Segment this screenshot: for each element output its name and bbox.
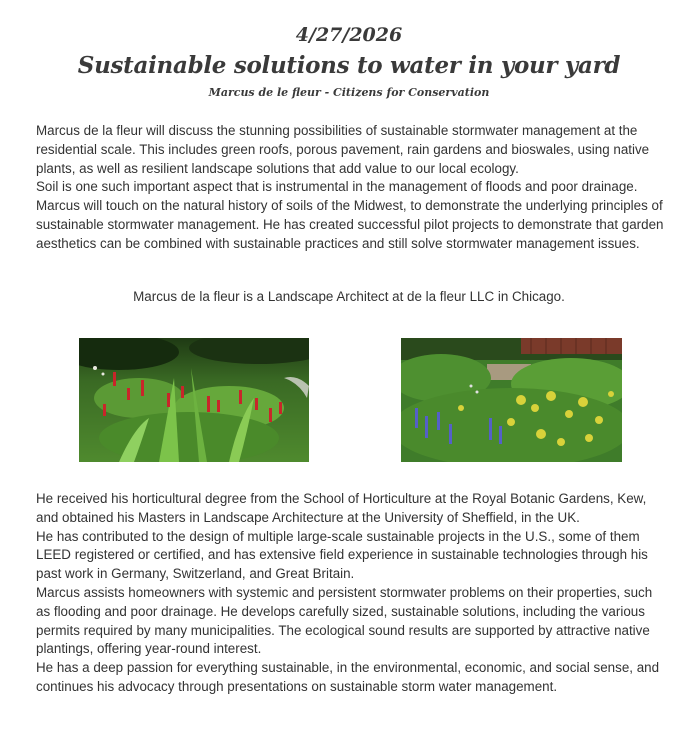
- bio-paragraph: He has a deep passion for everything sustainable, in the environmental, economic, and social sense, and continues his advocacy through presentations on sustainable storm water management.: [36, 660, 660, 694]
- speaker-title-line: Marcus de la fleur is a Landscape Architect at de la fleur LLC in Chicago.: [133, 289, 565, 304]
- bio-text: [36, 490, 666, 697]
- speaker-byline: Marcus de le fleur - Citizens for Conservation: [208, 86, 490, 99]
- bio-paragraph: Marcus assists homeowners with systemic and persistent stormwater problems on their properties, such as flooding and poor drainage. He develops carefully sized, sustainable solutions, including the various permits required by many municipalities. The ecological sound results are supported by attractive native plantings, offering year-round interest.: [36, 584, 653, 657]
- prairie-garden-photo: [401, 338, 622, 462]
- bio-paragraph: He has contributed to the design of multiple large-scale sustainable projects in the U.S., some of them LEED registered or certified, and has extensive field experience in sustainable technologies through his past work in Germany, Switzerland, and Great Britain.: [36, 528, 648, 582]
- intro-text: [36, 122, 666, 254]
- intro-paragraph: Marcus de la fleur will discuss the stunning possibilities of sustainable stormwater management at the residential scale. This includes green roofs, porous pavement, rain gardens and bioswales, using native plants, as well as resilient landscape solutions that add value to our local ecology.: [36, 123, 650, 176]
- event-title: Sustainable solutions to water in your yard: [77, 52, 621, 79]
- intro-paragraph: Soil is one such important aspect that is instrumental in the management of floods and poor drainage. Marcus will touch on the natural history of soils of the Midwest, to demonstrate the underlying principles of sustainable stormwater management. He has created successful pilot projects to demonstrate that garden aesthetics can be combined with sustainable practices and still solve stormwater management issues.: [36, 179, 664, 251]
- bio-paragraph: He received his horticultural degree from the School of Horticulture at the Royal Botanic Gardens, Kew, and obtained his Masters in Landscape Architecture at the University of Sheffield, in the UK.: [36, 491, 647, 525]
- event-date: 4/27/2026: [295, 24, 403, 46]
- rain-garden-photo: [79, 338, 309, 462]
